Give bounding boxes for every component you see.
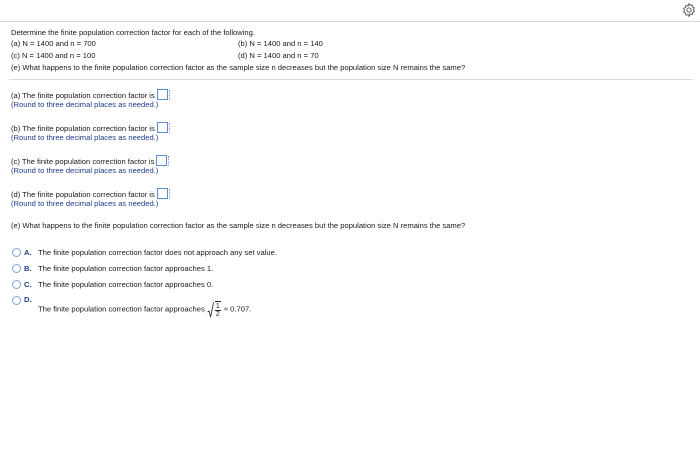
question-part-b: (b) N = 1400 and n = 140: [238, 39, 323, 48]
option-b-text[interactable]: The finite population correction factor approaches 1.: [38, 264, 214, 273]
answer-c-cursor: [168, 156, 169, 166]
answer-a-hint: (Round to three decimal places as needed.): [11, 100, 159, 109]
answer-b-input[interactable]: [157, 122, 168, 133]
option-c-text[interactable]: The finite population correction factor approaches 0.: [38, 280, 214, 289]
answer-d-input[interactable]: [157, 188, 168, 199]
answer-c-input[interactable]: [156, 155, 167, 166]
sqrt-expression: [207, 301, 222, 318]
gear-icon[interactable]: [681, 2, 697, 18]
question-part-a: (a) N = 1400 and n = 700: [11, 39, 96, 48]
option-c-radio[interactable]: [12, 280, 21, 289]
option-d-text-main: The finite population correction factor approaches: [38, 304, 205, 314]
option-d-approx-value: ≈ 0.707.: [223, 304, 252, 314]
part-e-prompt: (e) What happens to the finite population correction factor as the sample size n decreases but the population size N remains the same?: [11, 221, 466, 230]
answer-b-hint: (Round to three decimal places as needed.): [11, 133, 159, 142]
option-c-letter: C.: [24, 280, 32, 289]
top-toolbar: [0, 0, 700, 22]
answer-c-label: (c) The finite population correction factor is: [11, 157, 155, 166]
sqrt-fraction: [215, 301, 221, 318]
option-a-letter: A.: [24, 248, 32, 257]
answer-b-label: (b) The finite population correction factor is: [11, 124, 155, 133]
answer-b-cursor: [169, 123, 170, 133]
option-d-text[interactable]: [38, 301, 251, 318]
fraction-numerator: 1: [215, 303, 220, 310]
divider: [9, 79, 693, 80]
question-part-e: (e) What happens to the finite population correction factor as the sample size n decreases but the population size N remains the same?: [11, 63, 466, 72]
answer-a-input[interactable]: [157, 89, 168, 100]
answer-a-label: (a) The finite population correction factor is: [11, 91, 155, 100]
answer-d-cursor: [169, 189, 170, 199]
option-b-radio[interactable]: [12, 264, 21, 273]
answer-a-cursor: [169, 90, 170, 100]
option-a-text[interactable]: The finite population correction factor does not approach any set value.: [38, 248, 277, 257]
option-d-radio[interactable]: [12, 296, 21, 305]
option-b-letter: B.: [24, 264, 32, 273]
question-intro: Determine the finite population correction factor for each of the following.: [11, 28, 255, 37]
option-a-radio[interactable]: [12, 248, 21, 257]
fraction-denominator: 2: [215, 311, 220, 318]
answer-c-hint: (Round to three decimal places as needed.): [11, 166, 159, 175]
sqrt-radical-icon: [207, 302, 214, 318]
answer-d-label: (d) The finite population correction factor is: [11, 190, 155, 199]
answer-d-hint: (Round to three decimal places as needed.): [11, 199, 159, 208]
option-d-letter: D.: [24, 295, 32, 304]
question-part-c: (c) N = 1400 and n = 100: [11, 51, 96, 60]
question-part-d: (d) N = 1400 and n = 70: [238, 51, 319, 60]
